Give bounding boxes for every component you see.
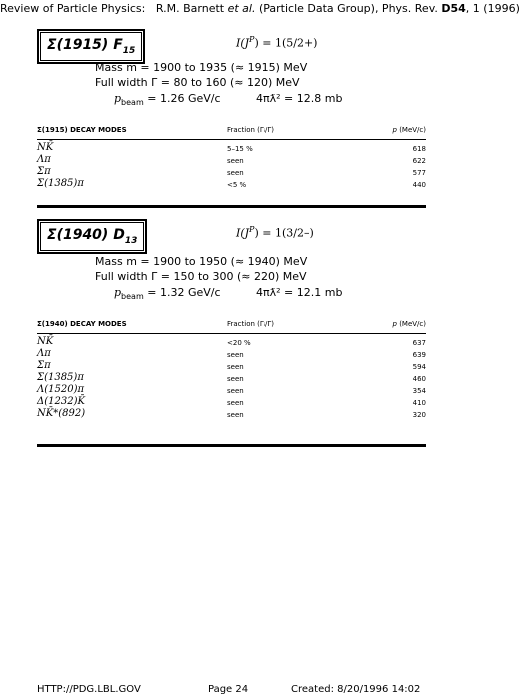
decay-mode: Σ(1385)π: [37, 372, 84, 383]
table-row: [37, 349, 426, 361]
group-ref: (Particle Data Group), Phys. Rev.: [258, 2, 438, 15]
decay-mode: Λ(1520)π: [37, 384, 85, 395]
table-row: [37, 337, 426, 349]
decay-fraction: seen: [227, 411, 244, 419]
mass-value: m = 1900 to 1950 (≈ 1940) MeV: [126, 255, 308, 268]
decay-momentum: 622: [412, 157, 426, 165]
decay-momentum: 594: [412, 363, 426, 371]
table-row: [37, 167, 426, 179]
decay-table: [37, 337, 426, 421]
volume: D54: [441, 2, 466, 15]
width-line: [95, 76, 300, 89]
pbeam-symbol: p: [114, 92, 122, 105]
decay-momentum: 354: [412, 387, 426, 395]
particle-name-box: [37, 29, 145, 64]
cross-section: 4πƛ² = 12.1 mb: [256, 286, 343, 299]
decay-table-header: [37, 320, 426, 334]
decay-fraction: seen: [227, 169, 244, 177]
decay-fraction: seen: [227, 399, 244, 407]
pbeam-symbol: p: [114, 286, 122, 299]
decay-momentum: 618: [412, 145, 426, 153]
mass-line: [95, 61, 307, 74]
decay-momentum: 639: [412, 351, 426, 359]
width-label: Full width: [95, 76, 148, 89]
decay-mode: NK̄: [37, 336, 54, 347]
decay-modes-heading: Σ(1940) DECAY MODES: [37, 320, 127, 328]
journal-prefix: Review of Particle Physics:: [0, 2, 146, 15]
momentum-heading: p (MeV/c): [392, 126, 426, 134]
decay-momentum: 460: [412, 375, 426, 383]
mass-line: [95, 255, 307, 268]
decay-modes-heading: Σ(1915) DECAY MODES: [37, 126, 127, 134]
page-year: , 1 (1996): [465, 2, 520, 15]
pbeam-line: [114, 286, 221, 301]
particle-name-sub: 15: [122, 45, 136, 56]
qn-parity: +): [303, 36, 318, 50]
decay-mode: Σπ: [37, 166, 51, 177]
page-header: [0, 2, 520, 15]
pbeam-value: = 1.32 GeV/c: [147, 286, 221, 299]
table-row: [37, 143, 426, 155]
pbeam-value: = 1.26 GeV/c: [147, 92, 221, 105]
section-divider: [37, 205, 426, 208]
momentum-heading: p (MeV/c): [392, 320, 426, 328]
table-row: [37, 409, 426, 421]
width-value: Γ = 80 to 160 (≈ 120) MeV: [151, 76, 300, 89]
decay-momentum: 320: [412, 411, 426, 419]
mass-label: Mass: [95, 255, 123, 268]
qn-spin: 3/2: [286, 226, 304, 240]
qn-prefix: I(J: [236, 226, 250, 240]
mass-value: m = 1900 to 1935 (≈ 1915) MeV: [126, 61, 308, 74]
decay-mode: Σ(1385)π: [37, 178, 84, 189]
quantum-numbers: [236, 225, 314, 240]
width-label: Full width: [95, 270, 148, 283]
table-row: [37, 155, 426, 167]
qn-spin: 5/2: [286, 36, 304, 50]
table-row: [37, 179, 426, 191]
decay-mode: Λπ: [37, 348, 51, 359]
table-row: [37, 397, 426, 409]
footer-url: HTTP://PDG.LBL.GOV: [37, 684, 141, 695]
section-divider: [37, 444, 426, 447]
decay-momentum: 440: [412, 181, 426, 189]
quantum-numbers: [236, 35, 317, 50]
decay-fraction: <5 %: [227, 181, 247, 189]
qn-value: ) = 1(: [254, 226, 287, 240]
decay-mode: Δ(1232)K̄: [37, 396, 85, 407]
decay-fraction: seen: [227, 351, 244, 359]
width-line: [95, 270, 307, 283]
particle-name-box: [37, 219, 147, 254]
mass-label: Mass: [95, 61, 123, 74]
decay-fraction: seen: [227, 375, 244, 383]
decay-fraction: seen: [227, 387, 244, 395]
cross-section: 4πƛ² = 12.8 mb: [256, 92, 343, 105]
fraction-heading: Fraction (Γᵢ/Γ): [227, 320, 275, 328]
particle-name: Σ(1915) F: [47, 37, 123, 53]
table-row: [37, 361, 426, 373]
decay-mode: NK̄*(892): [37, 408, 86, 419]
particle-name-sub: 13: [124, 235, 138, 246]
pbeam-line: [114, 92, 221, 107]
qn-value: ) = 1(: [254, 36, 287, 50]
decay-mode: NK̄: [37, 142, 54, 153]
qn-prefix: I(J: [236, 36, 250, 50]
footer-page: Page 24: [208, 684, 249, 695]
qn-parity: –): [303, 226, 314, 240]
decay-table: [37, 143, 426, 191]
qn-parity-symbol: P: [249, 35, 255, 44]
authors: R.M. Barnett: [155, 2, 225, 15]
decay-fraction: seen: [227, 363, 244, 371]
decay-momentum: 410: [412, 399, 426, 407]
decay-table-header: [37, 126, 426, 140]
fraction-heading: Fraction (Γᵢ/Γ): [227, 126, 275, 134]
decay-fraction: <20 %: [227, 339, 251, 347]
table-row: [37, 373, 426, 385]
decay-mode: Λπ: [37, 154, 51, 165]
decay-mode: Σπ: [37, 360, 51, 371]
decay-fraction: seen: [227, 157, 244, 165]
et-al: et al.: [227, 2, 256, 15]
pbeam-sub: beam: [121, 292, 144, 302]
decay-fraction: 5–15 %: [227, 145, 253, 153]
table-row: [37, 385, 426, 397]
pbeam-sub: beam: [121, 98, 144, 108]
qn-parity-symbol: P: [249, 225, 255, 234]
footer-created: Created: 8/20/1996 14:02: [291, 684, 421, 695]
decay-momentum: 577: [412, 169, 426, 177]
decay-momentum: 637: [412, 339, 426, 347]
width-value: Γ = 150 to 300 (≈ 220) MeV: [151, 270, 307, 283]
particle-name: Σ(1940) D: [47, 227, 125, 243]
